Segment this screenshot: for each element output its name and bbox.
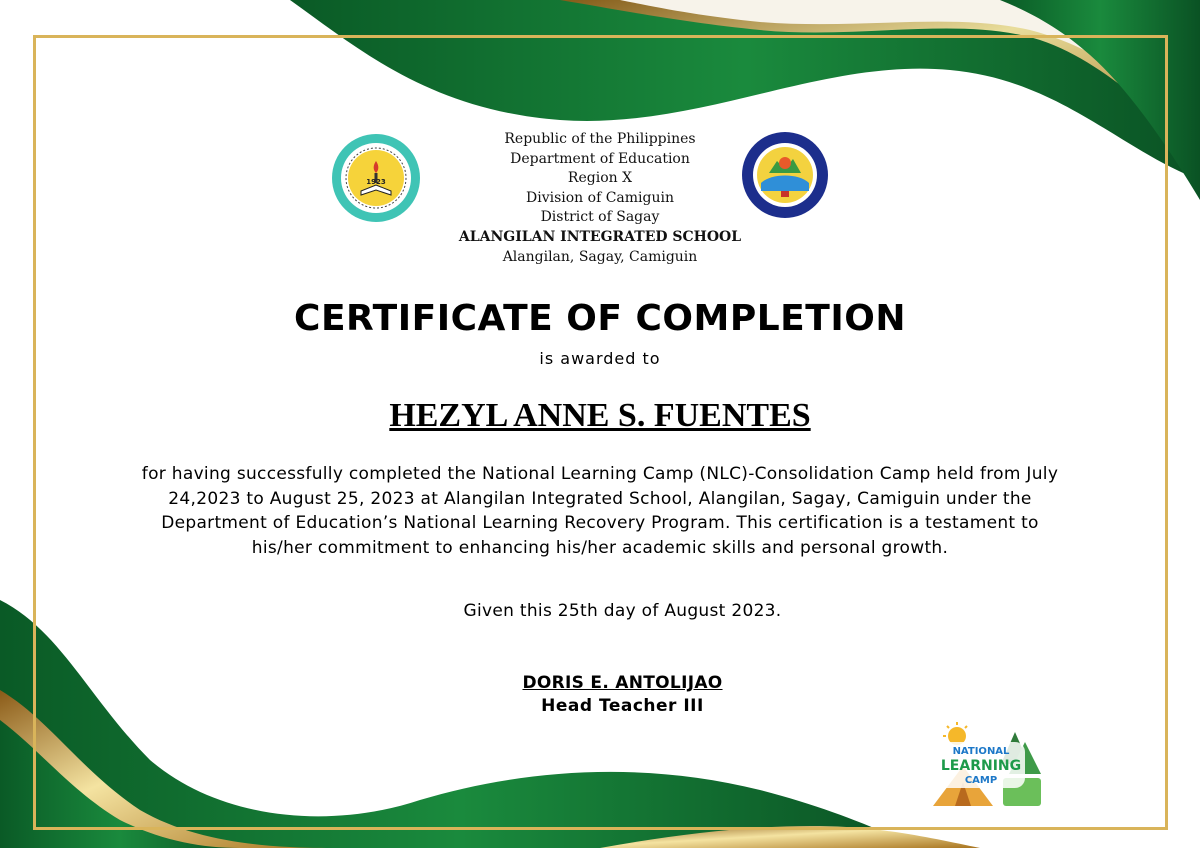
signatory-name: DORIS E. ANTOLIJAO xyxy=(522,673,723,693)
header-school: ALANGILAN INTEGRATED SCHOOL xyxy=(458,228,742,245)
certificate-title: CERTIFICATE OF COMPLETION xyxy=(294,298,906,339)
recipient-name: HEZYL ANNE S. FUENTES xyxy=(389,397,811,434)
nlc-logo-line2: LEARNING xyxy=(940,758,1022,774)
header-republic: Republic of the Philippines xyxy=(504,131,696,147)
nlc-logo-line1: NATIONAL xyxy=(952,746,1010,757)
given-date: Given this 25th day of August 2023. xyxy=(463,601,782,621)
header-division: Division of Camiguin xyxy=(526,189,674,206)
awarded-to-text: is awarded to xyxy=(539,349,661,368)
header-department: Department of Education xyxy=(510,150,690,167)
header-region: Region X xyxy=(567,170,633,187)
header-address: Alangilan, Sagay, Camiguin xyxy=(502,248,698,265)
certificate-body: for having successfully completed the National Learning Camp (NLC)-Consolidation Camp held from July 24,2023 to August 25, 2023 at Alangilan Integrated School, Alangilan, Sagay, Camiguin under the Department of Education’s National Learning Recovery Program. This certification is a testament to his/her commitment to enhancing his/her academic skills and personal growth. xyxy=(141,464,1059,558)
nlc-logo-line3: CAMP xyxy=(964,775,998,786)
national-learning-camp-logo xyxy=(933,722,1045,808)
header-district: District of Sagay xyxy=(540,209,660,226)
signatory-position: Head Teacher III xyxy=(541,696,704,716)
seal-year: 1923 xyxy=(366,178,386,186)
institution-header xyxy=(0,130,1200,267)
